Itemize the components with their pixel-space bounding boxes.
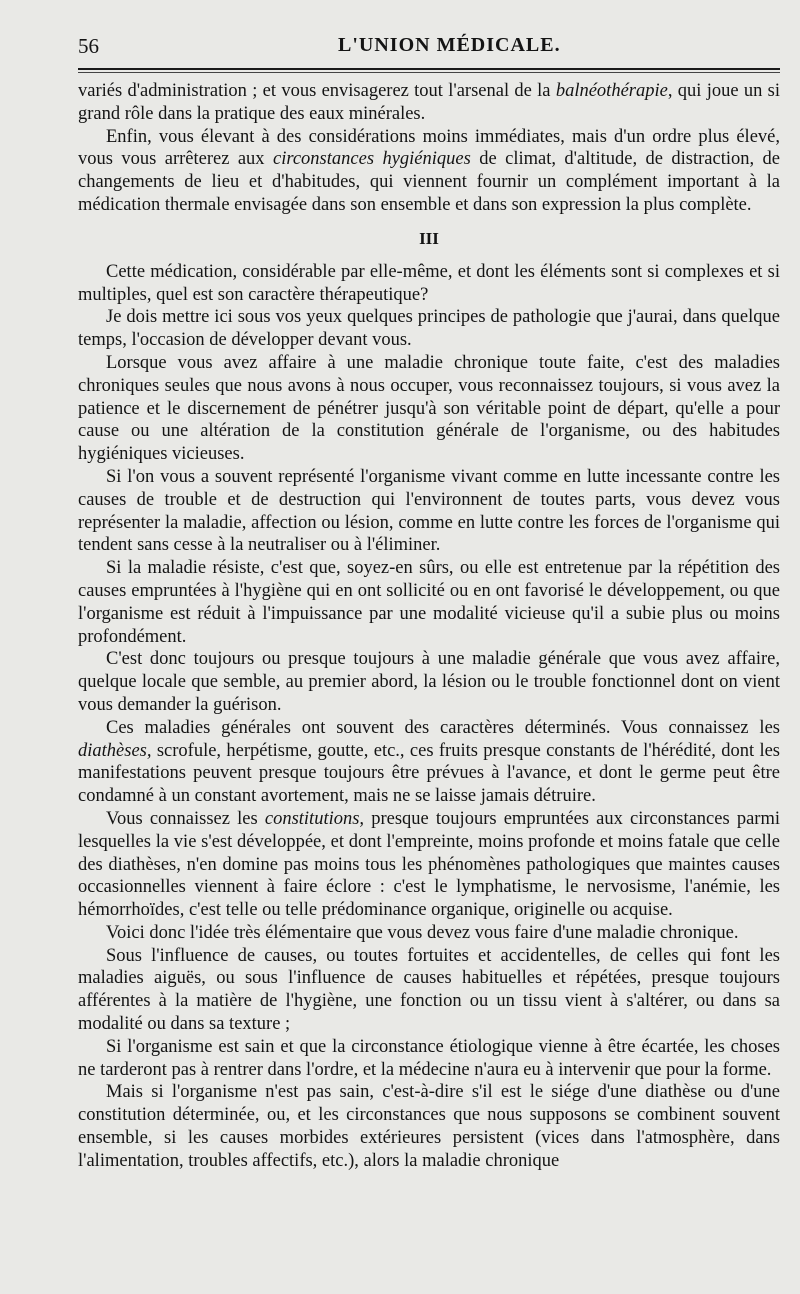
paragraph — [78, 1081, 780, 1172]
text-run: Ces maladies générales ont souvent des caractères déterminés. Vous connaissez les — [106, 717, 780, 738]
italic-term: constitutions, — [264, 808, 365, 829]
paragraph — [78, 945, 780, 1036]
text-run: Je dois mettre ici sous vos yeux quelques principes de pathologie que j'aurai, dans quelque temps, l'occasion de développer devant vous. — [78, 307, 780, 351]
text-run: presque toujours empruntées aux circonstances parmi lesquelles la vie s'est développée, et dont l'empreinte, moins profonde et moins fatale que celle des diathèses, n'en domine pas moins tous les phénomènes pathologiques que maintes causes occasionnelles viennent à faire éclore : c'est le lymphatisme, le nervosisme, l'anémie, les hémorrhoïdes, c'est telle ou telle prédominance organique, originelle ou acquise. — [78, 808, 780, 921]
article-body — [78, 80, 780, 1173]
paragraph — [78, 808, 780, 922]
page-header — [78, 30, 780, 66]
text-run: C'est donc toujours ou presque toujours à une maladie générale que vous avez affaire, quelque locale que semble, au premier abord, la lésion ou le trouble fonctionnel dont on vient vous demander la guérison. — [78, 649, 780, 715]
text-run: Cette médication, considérable par elle-même, et dont les éléments sont si complexes et si multiples, quel est son caractère thérapeutique? — [78, 261, 780, 305]
section-number: III — [419, 228, 439, 248]
paragraph — [78, 261, 780, 307]
text-run: Mais si l'organisme n'est pas sain, c'est-à-dire s'il est le siége d'une diathèse ou d'une constitution déterminée, ou, et les circonstances que nous supposons se combinent souvent ensemble, si les causes morbides extérieures persistent (vices dans l'atmosphère, dans l'alimentation, troubles affectifs, etc.), alors la maladie chronique — [78, 1082, 780, 1171]
paragraph — [78, 80, 780, 126]
paragraph — [78, 306, 780, 352]
text-run: , qui joue un si grand rôle dans la pratique des eaux minérales. — [78, 81, 780, 124]
paragraph — [78, 717, 780, 808]
italic-term: circonstances hygiéniques — [272, 149, 471, 170]
italic-term: diathèses, — [78, 740, 152, 761]
text-run: Si l'on vous a souvent représenté l'organisme vivant comme en lutte incessante contre les causes de trouble et de destruction qui l'environnent de toutes parts, vous devez vous représenter la maladie, affection ou lésion, comme en lutte contre les forces de l'organisme qui tendent sans cesse à la neutraliser ou à l'éliminer. — [78, 466, 780, 556]
paragraph — [78, 352, 780, 466]
text-run: Si la maladie résiste, c'est que, soyez-en sûrs, ou elle est entretenue par la répétition des causes empruntées à l'hygiène qui en ont sollicité ou en ont favorisé le développement, ou que l'organisme est réduit à l'impuissance par une modalité vicieuse qu'il a subie plus ou moins profondément. — [78, 558, 780, 647]
text-run: Sous l'influence de causes, ou toutes fortuites et accidentelles, de celles qui font les maladies aiguës, ou sous l'influence de causes habituelles et répétées, presque toujours afférentes à la matière de l'hygiène, une fonction ou un tissu vient à s'altérer, ou dans sa modalité ou dans sa texture ; — [78, 945, 780, 1035]
text-run: de climat, d'altitude, de distraction, de changements de lieu et d'habitudes, qui viennent fournir un complément important à la médication thermale envisagée dans son ensemble et dans son expression la plus complète. — [78, 149, 780, 215]
text-run: scrofule, herpétisme, goutte, etc., ces fruits presque constants de l'hérédité, dont les manifestations peuvent presque toujours être prévues à l'avance, et dont le germe peut être condamné à un constant avortement, mais ne se laisse jamais détruire. — [78, 740, 780, 807]
text-run: Lorsque vous avez affaire à une maladie chronique toute faite, c'est des maladies chroniques seules que nous avons à nous occuper, vous reconnaissez toujours, si vous avez la patience et le discernement de pénétrer jusqu'à son véritable point de départ, qu'elle a pour cause ou une altération de la constitution générale de l'organisme, ou des habitudes hygiéniques vicieuses. — [78, 352, 780, 465]
text-run: Voici donc l'idée très élémentaire que vous devez vous faire d'une maladie chronique. — [106, 922, 739, 943]
page-number: 56 — [78, 34, 99, 58]
paragraph — [78, 466, 780, 557]
paragraph — [78, 922, 780, 945]
paragraph — [78, 557, 780, 648]
text-run: Si l'organisme est sain et que la circonstance étiologique vienne à être écartée, les choses ne tarderont pas à rentrer dans l'ordre, et la médecine n'aura eu à intervenir que pour la forme. — [78, 1036, 780, 1080]
header-rule — [78, 68, 780, 70]
italic-term: balnéothérapie — [555, 81, 668, 101]
paragraph — [78, 648, 780, 716]
text-run: Vous connaissez les — [106, 808, 265, 829]
paragraph — [78, 1036, 780, 1082]
text-run: variés d'administration ; et vous envisagerez tout l'arsenal de la — [78, 81, 556, 101]
journal-title: L'UNION MÉDICALE. — [338, 34, 561, 56]
paragraph — [78, 126, 780, 217]
text-run: Enfin, vous élevant à des considérations moins immédiates, mais d'un ordre plus élevé, vous vous arrêterez aux — [78, 126, 780, 170]
header-rule-thin — [78, 72, 780, 73]
